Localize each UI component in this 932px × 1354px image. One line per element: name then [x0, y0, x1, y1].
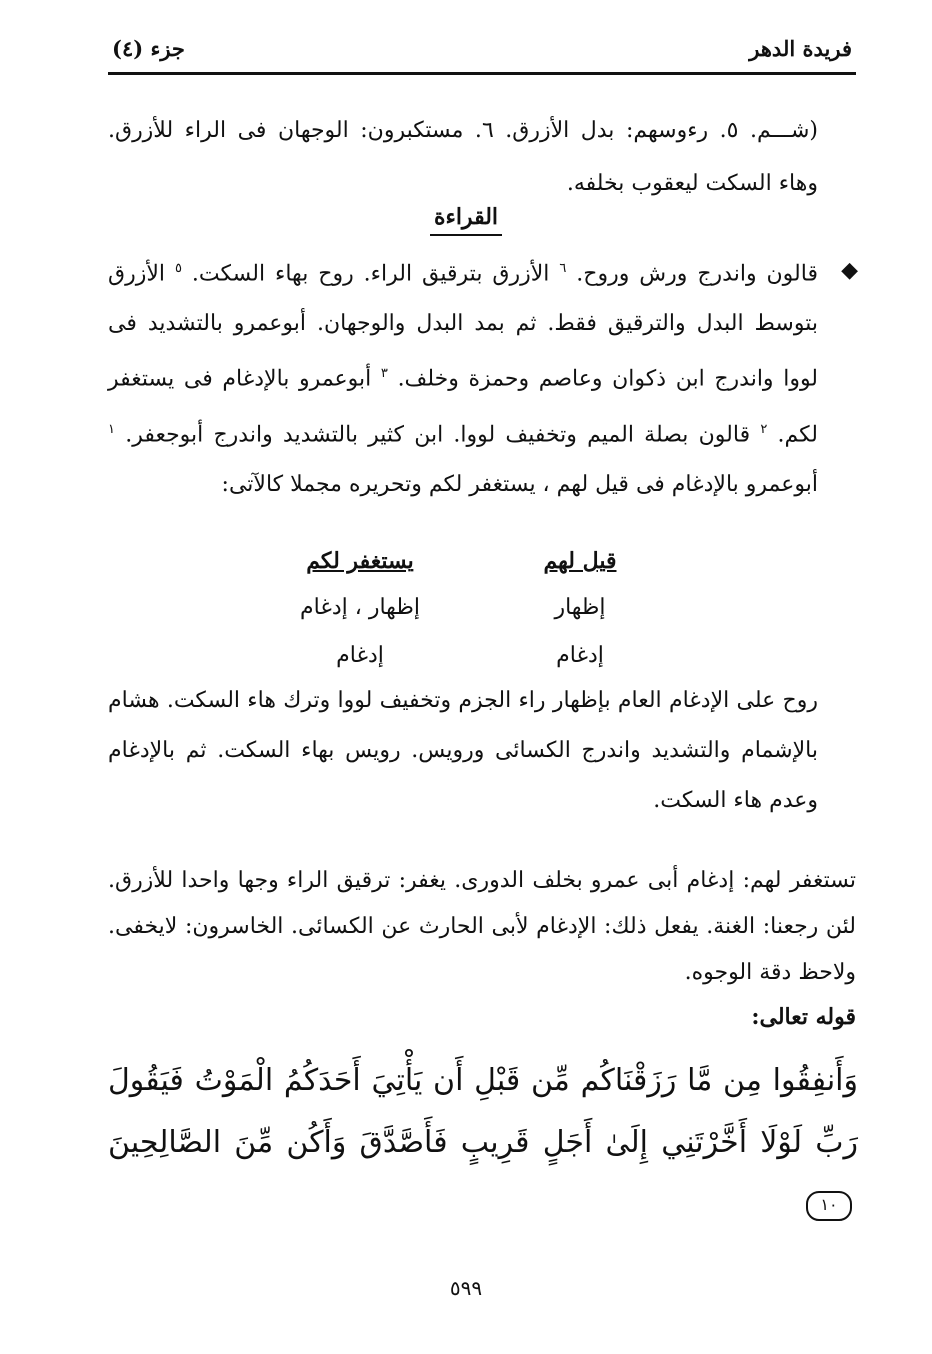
section-heading-text: القراءة — [430, 204, 502, 236]
bullet-paragraph — [108, 244, 818, 510]
bullet-text-3: الأزرق بتوسط البدل والترقيق فقط. ثم بمد البدل والوجهان. أبوعمرو بالتشديد فى لووا واندرج ابن ذكوان وعاصم وحمزة وخلف. — [108, 261, 819, 392]
table-cell: إظهار ، إدغام — [300, 595, 420, 620]
table-header-1: قيل لهم — [543, 548, 617, 574]
summary-paragraph: روح على الإدغام العام بإظهار راء الجزم وتخفيف لووا وترك هاء السكت. هشام بالإشمام والتشديد واندرج الكسائى ورويس. رويس بهاء السكت. ثم بالإدغام وعدم هاء السكت. — [108, 688, 818, 813]
footnote-ref-1: ١ — [108, 421, 115, 437]
bullet-text-5: قالون بصلة الميم وتخفيف لووا. ابن كثير بالتشديد واندرج أبوجعفر. — [125, 421, 751, 447]
table-header-2: يستغفر لكم — [306, 548, 414, 574]
book-title: فريدة الدهر — [749, 36, 852, 61]
page-number: ٥٩٩ — [449, 1276, 483, 1300]
table-cell: إدغام — [556, 643, 604, 668]
bullet-text-4: أبوعمرو بالإدغام فى يستغفر لكم. — [108, 366, 819, 447]
bullet-text-1: قالون واندرج ورش وروح. — [576, 261, 818, 287]
table-cell: إظهار — [554, 595, 606, 620]
footnote-ref-6: ٦ — [559, 261, 567, 276]
ayah-number-marker: ١٠ — [806, 1191, 852, 1221]
diamond-bullet-icon: ◆ — [841, 258, 858, 283]
section-heading — [0, 204, 932, 236]
table-column-1 — [520, 538, 640, 680]
quran-verse — [108, 1050, 858, 1236]
page-header — [108, 28, 856, 75]
verse-text: وَأَنفِقُوا مِن مَّا رَزَقْنَاكُم مِّن قَبْلِ أَن يَأْتِيَ أَحَدَكُمُ الْمَوْتُ فَيَقُولَ رَبِّ لَوْلَا أَخَّرْتَنِي إِلَىٰ أَجَلٍ قَرِيبٍ فَأَصَّدَّقَ وَأَكُن مِّنَ الصَّالِحِينَ — [108, 1063, 858, 1160]
part-label: جزء (٤) — [112, 36, 185, 61]
notes-paragraph: تستغفر لهم: إدغام أبى عمرو بخلف الدورى. يغفر: ترقيق الراء وجها واحدا للأزرق. لئن رجعنا: الغنة. يفعل ذلك: الإدغام لأبى الحارث عن الكسائى. الخاسرون: لايخفى. ولاحظ دقة الوجوه. — [108, 868, 856, 985]
footnote-ref-2: ٢ — [760, 421, 768, 437]
table-column-2 — [270, 538, 450, 680]
footnote-ref-3: ٣ — [380, 366, 388, 382]
quote-label: قوله تعالى: — [751, 1004, 856, 1030]
table-cell: إدغام — [336, 643, 384, 668]
intro-paragraph: (شـــم. ٥. رءوسهم: بدل الأزرق. ٦. مستكبرون: الوجهان فى الراء للأزرق. وهاء السكت ليعقوب بخلفه. — [108, 118, 819, 196]
bullet-text-2: الأزرق بترقيق الراء. روح بهاء السكت. — [191, 261, 550, 287]
bullet-text-6: أبوعمرو بالإدغام فى قيل لهم ، يستغفر لكم وتحريره مجملا كالآتى: — [221, 471, 818, 497]
footnote-ref-5: ٥ — [174, 261, 182, 276]
